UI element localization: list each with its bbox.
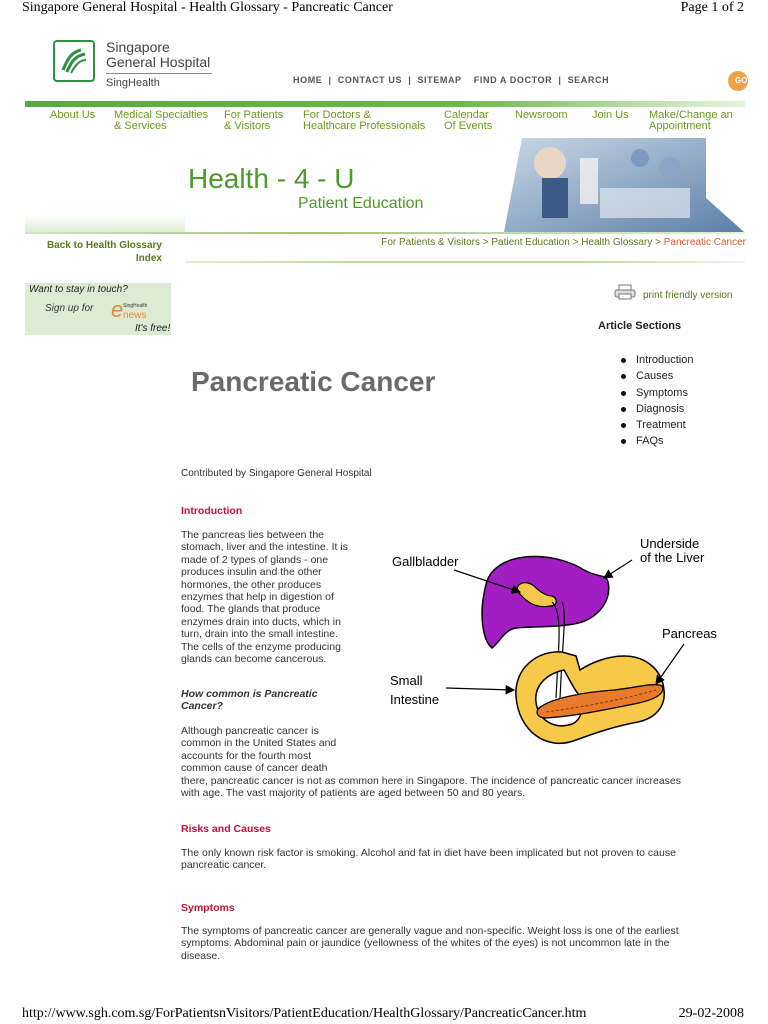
contributed-by: Contributed by Singapore General Hospital <box>181 468 372 479</box>
nav-green-bar <box>25 101 745 107</box>
nav-find-doctor-link[interactable]: FIND A DOCTOR <box>473 75 553 85</box>
nav-search-link[interactable]: SEARCH <box>567 75 610 85</box>
label-pancreas: Pancreas <box>662 626 717 641</box>
label-intestine-line1: Small <box>390 673 423 688</box>
print-footer-date: 29-02-2008 <box>678 1006 744 1021</box>
enews-signup-banner[interactable]: Want to stay in touch? Sign up for e SingHealth news It's free! <box>25 283 171 335</box>
printer-icon[interactable] <box>614 284 636 300</box>
page-title: Pancreatic Cancer <box>191 366 436 397</box>
mainnav-for-patients[interactable]: For Patients & Visitors <box>224 109 284 132</box>
nav-sitemap-link[interactable]: SITEMAP <box>417 75 462 85</box>
breadcrumb-item[interactable]: For Patients & Visitors <box>381 237 480 248</box>
banner-left-fade <box>25 215 185 233</box>
mainnav-medical-specialties[interactable]: Medical Specialties & Services <box>114 109 209 132</box>
section-link-diagnosis[interactable]: Diagnosis <box>620 401 693 417</box>
how-common-paragraph: Although pancreatic cancer is common in the United States and accounts for the fourth most common cause of cancer death there, pancreatic cancer is not as common here in Singapore. The incidence of pancreatic cancer increases with age. The vast majority of patients are aged between 50 and 80 years. <box>181 725 681 800</box>
logo-divider <box>106 73 212 74</box>
label-liver-line2: of the Liver <box>640 550 705 565</box>
label-liver-line1: Underside <box>640 536 700 551</box>
print-page-number: Page 1 of 2 <box>680 0 744 15</box>
label-intestine-line2: Intestine <box>390 692 440 707</box>
nav-home-link[interactable]: HOME <box>293 75 323 85</box>
logo-subtitle: SingHealth <box>106 77 160 89</box>
symptoms-paragraph: The symptoms of pancreatic cancer are generally vague and non-specific. Weight loss is one of the earliest symptoms. Abdominal pain or jaundice (yellowness of the whites of the eyes) is not uncommon late in the disease. <box>181 925 679 962</box>
pancreas-anatomy-diagram <box>384 530 744 760</box>
heading-introduction: Introduction <box>181 505 243 517</box>
mainnav-newsroom[interactable]: Newsroom <box>515 109 568 121</box>
mainnav-for-doctors[interactable]: For Doctors & Healthcare Professionals <box>303 109 426 132</box>
print-friendly-link[interactable]: print friendly version <box>643 290 733 301</box>
mainnav-calendar[interactable]: Calendar Of Events <box>444 109 493 132</box>
section-link-introduction[interactable]: Introduction <box>620 352 693 368</box>
banner-title: Health - 4 - U <box>188 163 355 194</box>
heading-symptoms: Symptoms <box>181 902 235 914</box>
risks-paragraph: The only known risk factor is smoking. Alcohol and fat in diet have been implicated but not proven to cause pancreatic cancer. <box>181 847 676 872</box>
top-navigation <box>293 75 612 85</box>
nav-separator: | <box>408 75 412 85</box>
mainnav-join-us[interactable]: Join Us <box>592 109 629 121</box>
nav-separator: | <box>558 75 562 85</box>
breadcrumb: For Patients & Visitors > Patient Education > Health Glossary > Pancreatic Cancer <box>381 237 746 248</box>
banner-subtitle: Patient Education <box>298 195 424 212</box>
breadcrumb-item[interactable]: Health Glossary <box>581 237 653 248</box>
breadcrumb-divider <box>185 261 745 263</box>
banner-photo <box>480 138 744 232</box>
intro-paragraph: The pancreas lies between the stomach, liver and the intestine. It is made of 2 types of glands - one produces insulin and the other hormones, the other produces enzymes that help in digestion of food. The glands that produce enzymes drain into ducts, which in turn, drain into the small intestine. The cells of the enzyme producing glands can become cancerous. <box>181 529 348 666</box>
print-footer-url: http://www.sgh.com.sg/ForPatientsnVisitors/PatientEducation/HealthGlossary/PancreaticCancer.htm <box>22 1006 587 1021</box>
search-go-button[interactable]: GO <box>728 71 748 91</box>
breadcrumb-current: Pancreatic Cancer <box>663 237 746 248</box>
section-link-causes[interactable]: Causes <box>620 368 693 384</box>
section-link-symptoms[interactable]: Symptoms <box>620 385 693 401</box>
article-sections-title: Article Sections <box>598 320 682 332</box>
banner-divider <box>25 232 745 234</box>
nav-contact-link[interactable]: CONTACT US <box>337 75 403 85</box>
mainnav-about-us[interactable]: About Us <box>50 109 96 121</box>
breadcrumb-item[interactable]: Patient Education <box>491 237 570 248</box>
print-header-title: Singapore General Hospital - Health Glossary - Pancreatic Cancer <box>22 0 393 15</box>
heading-risks-causes: Risks and Causes <box>181 823 271 835</box>
section-link-faqs[interactable]: FAQs <box>620 433 693 449</box>
article-sections-list <box>620 352 693 450</box>
section-link-treatment[interactable]: Treatment <box>620 417 693 433</box>
logo-name[interactable]: Singapore General Hospital <box>106 39 211 70</box>
subheading-how-common: How common is Pancreatic Cancer? <box>181 688 318 713</box>
label-gallbladder: Gallbladder <box>392 554 459 569</box>
mainnav-appointment[interactable]: Make/Change an Appointment <box>649 109 733 132</box>
nav-separator: | <box>328 75 332 85</box>
back-to-glossary-link[interactable]: Back to Health Glossary Index <box>46 240 162 264</box>
sgh-logo-icon[interactable] <box>53 40 95 82</box>
